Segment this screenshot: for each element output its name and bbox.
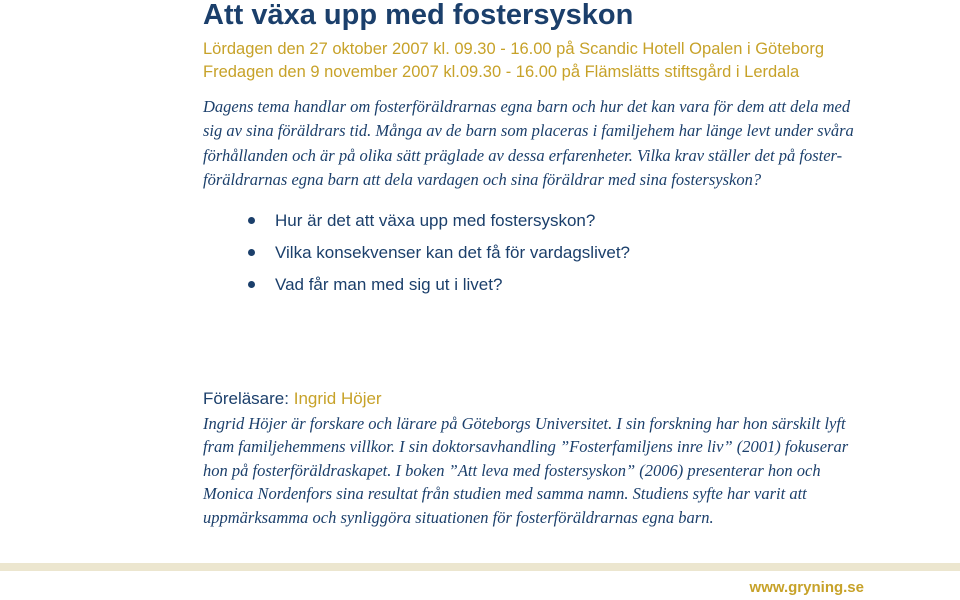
event-date-line: Fredagen den 9 november 2007 kl.09.30 - 16.00 på Flämslätts stiftsgård i Lerdala (203, 63, 800, 81)
website-link[interactable]: www.gryning.se (749, 579, 864, 596)
question-text: Vilka konsekvenser kan det få för vardagslivet? (275, 243, 630, 262)
event-date-line: Lördagen den 27 oktober 2007 kl. 09.30 - 16.00 på Scandic Hotell Opalen i Göteborg (203, 40, 825, 58)
speaker-name: Ingrid Höjer (293, 389, 382, 408)
speaker-label: Föreläsare: (203, 389, 289, 408)
bullet-icon (248, 217, 255, 224)
speaker-bio: Ingrid Höjer är forskare och lärare på Göteborgs Universitet. I sin forskning har hon särskilt lyft fram familjehemmens villkor. I sin doktorsavhandling ”Fosterfamiljens inre liv” (2001) fokuserar hon på fosterföräldraskapet. I boken ”Att leva med fostersyskon” (2006) presenterar hon och Monica Nordenfors sina resultat från studien med samma namn. Studiens syfte har varit att uppmärksamma och synliggöra situationen för fosterföräldrarnas egna barn. (203, 414, 849, 527)
bullet-icon (248, 281, 255, 288)
question-item (203, 269, 630, 301)
speaker-heading (203, 387, 382, 411)
page-title: Att växa upp med fostersyskon (203, 0, 634, 31)
question-item (203, 237, 630, 269)
question-text: Vad får man med sig ut i livet? (275, 275, 503, 294)
event-dates (203, 38, 824, 84)
bullet-icon (248, 249, 255, 256)
question-item (203, 205, 630, 237)
footer-divider (0, 563, 960, 571)
intro-paragraph: Dagens tema handlar om fosterföräldrarnas egna barn och hur det kan vara för dem att dela med sig av sina föräldrars tid. Många av de barn som placeras i familjehem har länge levt under svåra förhållanden och är på olika sätt präglade av dessa erfarenheter. Vilka krav ställer det på foster- föräldrarnas egna barn att dela vardagen och sina föräldrar med sina fostersyskon? (203, 97, 854, 190)
question-text: Hur är det att växa upp med fostersyskon? (275, 211, 596, 230)
question-list (203, 205, 630, 301)
